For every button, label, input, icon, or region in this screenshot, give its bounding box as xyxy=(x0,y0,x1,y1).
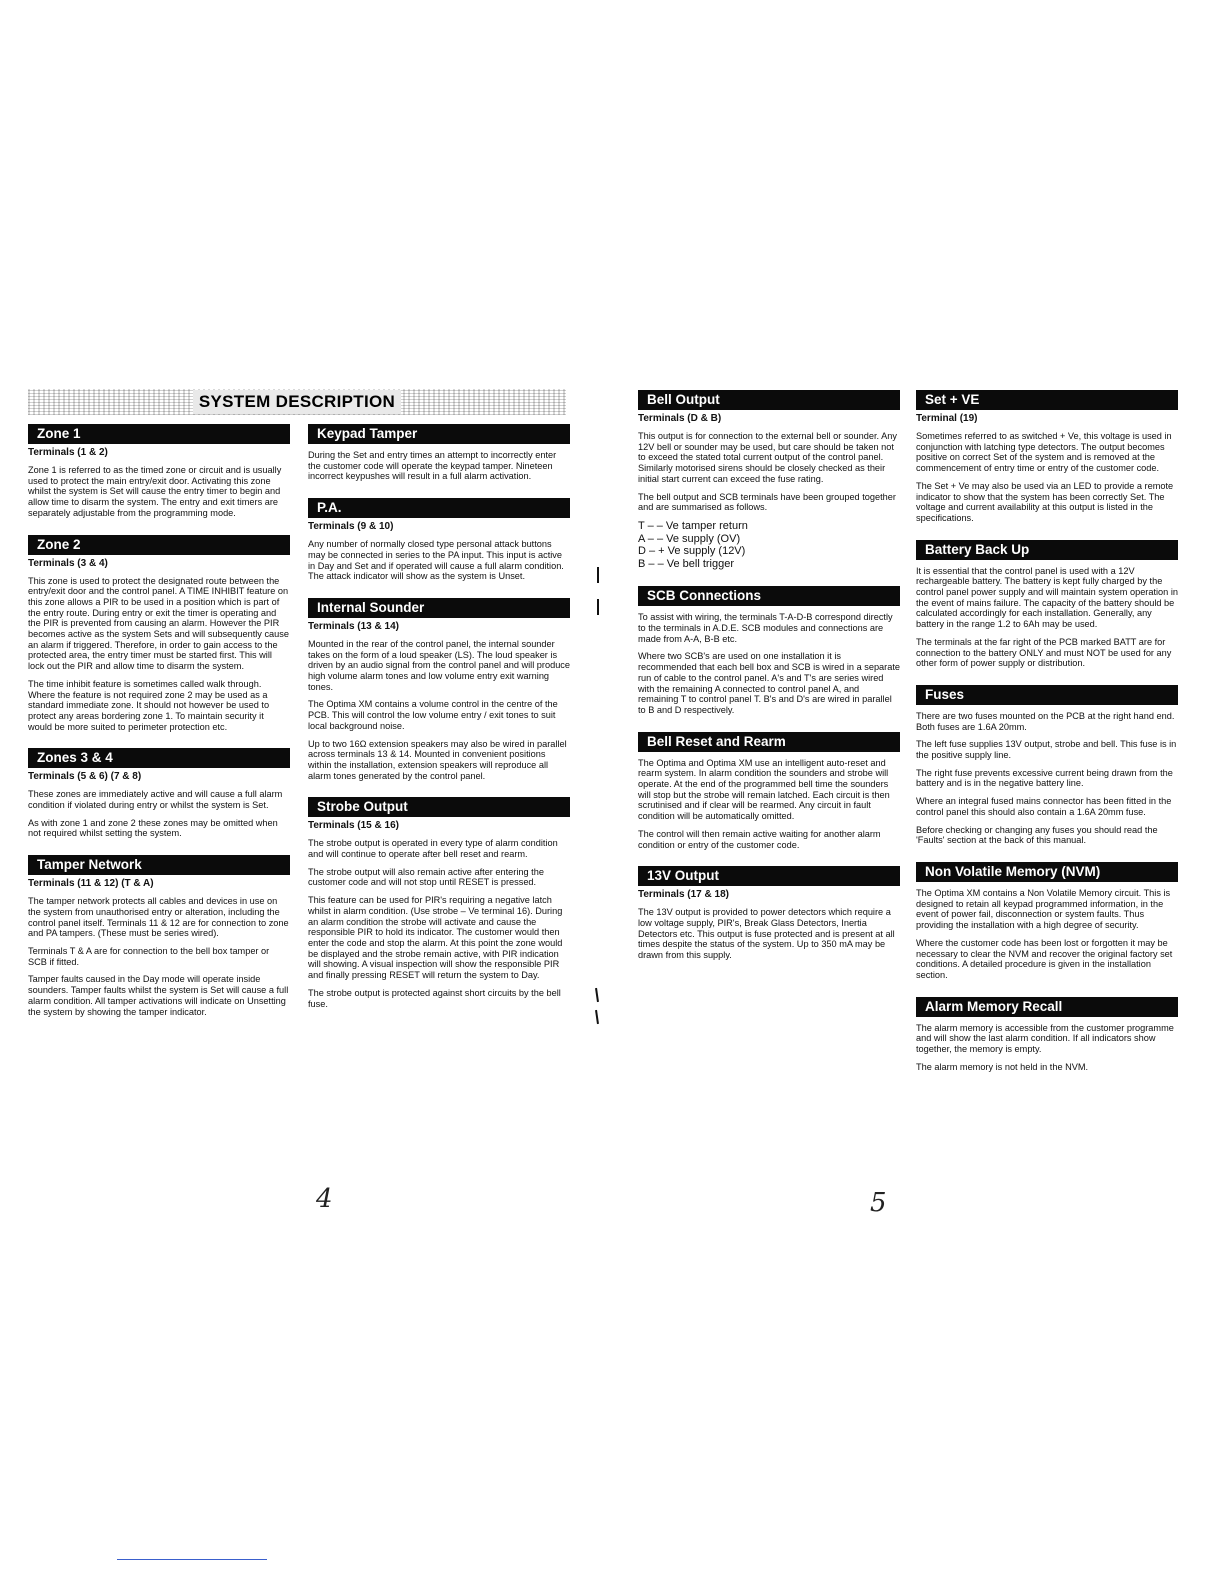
pin-item: A – – Ve supply (OV) xyxy=(638,532,741,545)
paragraph: Where an integral fused mains connector has been fitted in the control panel this should also contain a 1.6A 20mm fuse. xyxy=(916,796,1172,817)
section-heading: Bell Output xyxy=(638,390,900,410)
paragraph: The bell output and SCB terminals have been grouped together and are summarised as follows. xyxy=(638,491,896,513)
paragraph: Before checking or changing any fuses you should read the 'Faults' section at the back of this manual. xyxy=(916,824,1158,846)
terminals-label: Terminals (17 & 18) xyxy=(638,889,729,901)
paragraph: To assist with wiring, the terminals T-A-D-B correspond directly to the terminals in A.D.E. SCB modules and connections are made from A-A, B-B etc. xyxy=(638,612,893,644)
paragraph: The terminals at the far right of the PCB marked BATT are for connection to the battery ONLY and must NOT be used for any other form of power supply or distribution. xyxy=(916,636,1172,669)
section-13v-output xyxy=(638,866,900,961)
paragraph: The left fuse supplies 13V output, strobe and bell. This fuse is in the positive supply line. xyxy=(916,739,1177,761)
section-set-ve xyxy=(916,390,1178,524)
paragraph: Where two SCB's are used on one installation it is recommended that each bell box and SCB is wired in a separate run of cable to the control panel. A's and T's are series wired with the remaining A connected to control panel A, and remaining T to control panel T. B's and D's are wired in parallel to B and D respectively. xyxy=(638,651,900,715)
section-internal-sounder xyxy=(308,598,570,781)
column-4 xyxy=(916,390,1178,1088)
section-bell-reset-and-rearm xyxy=(638,732,900,851)
section-heading: Strobe Output xyxy=(308,797,570,817)
section-zone-1 xyxy=(28,424,290,519)
terminals-label: Terminals (13 & 14) xyxy=(308,620,399,632)
paragraph: This feature can be used for PIR's requiring a negative latch whilst in alarm condition. (Use strobe – Ve terminal 16). During an alarm condition the strobe will activate and cause the responsible PIR to hold its indicator. The customer would then enter the code and stop the alarm. At this point the zone would be displayed and the strobe remain active, with PIR indication will showing. A visual inspection will show the responsible PIR and finally pressing RESET will return the system to Day. xyxy=(308,895,563,981)
page-title: SYSTEM DESCRIPTION xyxy=(193,390,401,414)
paragraph: Tamper faults caused in the Day mode will operate inside sounders. Tamper faults whilst the system is Set will cause a full alarm condition. All tamper activations will indicate on Unsetting the system by showing the tamper indicator. xyxy=(28,974,289,1017)
paragraph: The Optima and Optima XM use an intelligent auto-reset and rearm system. In alarm condition the sounders and strobe will operate. At the end of the programmed bell time the sounders will stop but the strobe will remain latched. Each circuit is then scrutinised and if clear will be rearmed. Any circuit in fault condition will be automatically omitted. xyxy=(638,757,890,822)
section-scb-connections xyxy=(638,586,900,715)
section-heading: Set + VE xyxy=(916,390,1178,410)
binding-mark xyxy=(595,1010,599,1024)
terminals-label: Terminals (11 & 12) (T & A) xyxy=(28,878,154,890)
section-battery-back-up xyxy=(916,540,1178,669)
column-1 xyxy=(28,424,290,1033)
section-heading: Battery Back Up xyxy=(916,540,1178,560)
paragraph: These zones are immediately active and will cause a full alarm condition if violated during entry or whilst the system is Set. xyxy=(28,789,283,811)
section-alarm-memory-recall xyxy=(916,997,1178,1073)
terminal-pin-list xyxy=(638,520,900,570)
page-number-left: 4 xyxy=(316,1184,333,1214)
paragraph: There are two fuses mounted on the PCB at the right hand end. Both fuses are 1.6A 20mm. xyxy=(916,710,1175,732)
section-heading: Internal Sounder xyxy=(308,598,570,618)
paragraph: The strobe output will also remain active after entering the customer code and will not stop until RESET is pressed. xyxy=(308,866,544,888)
terminals-label: Terminals (3 & 4) xyxy=(28,557,108,569)
section-heading: Fuses xyxy=(916,685,1178,705)
paragraph: This zone is used to protect the designated route between the entry/exit door and the control panel. A TIME INHIBIT feature on this zone allows a PIR to be used in a position which is part of the entry route. During entry or exit the timer is operating and the PIR is prevented from causing an alarm. However the PIR becomes active as the system Sets and will subsequently cause an alarm if triggered. Therefore, in order to gain access to the protected area, the entry timer must be started first. This will lock out the PIR and allow time to disarm the system. xyxy=(28,575,289,672)
paragraph: The right fuse prevents excessive current being drawn from the battery and is in the negative battery line. xyxy=(916,767,1173,789)
system-description-banner xyxy=(28,389,566,415)
paragraph: The strobe output is operated in every type of alarm condition and will continue to operate after bell reset and rearm. xyxy=(308,838,558,860)
section-p-a xyxy=(308,498,570,582)
section-non-volatile-memory-nvm xyxy=(916,862,1178,981)
paragraph: The alarm memory is accessible from the customer programme and will show the last alarm condition. If all indicators show together, the memory is empty. xyxy=(916,1022,1174,1055)
paragraph: The control will then remain active waiting for another alarm condition or entry of the customer code. xyxy=(638,828,881,850)
paragraph: Any number of normally closed type personal attack buttons may be connected in series to the PA input. This input is active in Day and Set and if operated will cause a full alarm condition. The attack indicator will show as the system is Unset. xyxy=(308,539,564,582)
section-heading: Bell Reset and Rearm xyxy=(638,732,900,752)
section-keypad-tamper xyxy=(308,424,570,482)
pin-item: B – – Ve bell trigger xyxy=(638,557,735,570)
paragraph: It is essential that the control panel is used with a 12V rechargeable battery. The battery is kept fully charged by the control panel power supply and will maintain system operation in the event of mains failure. The capacity of the battery should be calculated accordingly for each installation. Generally, any battery in the range 1.2 to 6Ah may be used. xyxy=(916,565,1178,630)
paragraph: The Optima XM contains a Non Volatile Memory circuit. This is designed to retain all keypad programmed information, in the event of power fail, disconnection or system faults. Thus providing the installation with a high degree of security. xyxy=(916,887,1171,931)
section-bell-output xyxy=(638,390,900,570)
paragraph: Terminals T & A are for connection to the bell box tamper or SCB if fitted. xyxy=(28,945,270,967)
paragraph: The alarm memory is not held in the NVM. xyxy=(916,1061,1089,1072)
paragraph: Mounted in the rear of the control panel, the internal sounder takes on the form of a loud speaker (LS). The loud speaker is driven by an audio signal from the control panel and will produce high volume alarm tones and low volume entry exit warning tones. xyxy=(308,638,571,692)
paragraph: The 13V output is provided to power detectors which require a low voltage supply, PIR's, Break Glass Detectors, Inertia Detectors etc. This output is fuse protected and is present at all times despite the status of the system. Up to 350 mA may be drawn from this supply. xyxy=(638,907,895,961)
paragraph: The Set + Ve may also be used via an LED to provide a remote indicator to show that the system has been correctly Set. The voltage and current availability at this output is listed in the specifications. xyxy=(916,480,1174,523)
paragraph: The Optima XM contains a volume control in the centre of the PCB. This will control the low volume entry / exit tones to suit local background noise. xyxy=(308,699,558,731)
binding-mark xyxy=(597,599,599,615)
paragraph: During the Set and entry times an attempt to incorrectly enter the customer code will operate the keypad tamper. Nineteen incorrect keypushes will result in a full alarm activation. xyxy=(308,450,557,482)
section-heading: Zone 1 xyxy=(28,424,290,444)
paragraph: The tamper network protects all cables and devices in use on the system from unauthorised entry or alteration, including the control panel itself. Terminals 11 & 12 are for connection to zone and PA tampers. (These must be series wired). xyxy=(28,896,289,939)
section-heading: Zone 2 xyxy=(28,535,290,555)
terminals-label: Terminals (15 & 16) xyxy=(308,820,399,832)
section-fuses xyxy=(916,685,1178,846)
section-heading: Non Volatile Memory (NVM) xyxy=(916,862,1178,882)
footer-rule xyxy=(117,1559,267,1560)
paragraph: Where the customer code has been lost or forgotten it may be necessary to clear the NVM and recover the original factory set conditions. A detailed procedure is given in the installation section. xyxy=(916,937,1173,980)
section-strobe-output xyxy=(308,797,570,1009)
section-heading: P.A. xyxy=(308,498,570,518)
paragraph: This output is for connection to the external bell or sounder. Any 12V bell or sounder may be used, but care should be taken not to exceed the stated total current output of the control panel. Similarly motorised sirens should be closely checked as their initial start current can exceed the fuse rating. xyxy=(638,431,897,484)
pin-item: T – – Ve tamper return xyxy=(638,519,748,532)
paragraph: Up to two 16Ω extension speakers may also be wired in parallel across terminals 13 & 14. Mounted in convenient positions within the installation, extension speakers will reproduce all alarm tones generated by the control panel. xyxy=(308,738,567,781)
terminals-label: Terminals (1 & 2) xyxy=(28,447,108,458)
binding-mark xyxy=(595,988,599,1002)
section-heading: Zones 3 & 4 xyxy=(28,748,290,768)
pin-item: D – + Ve supply (12V) xyxy=(638,545,746,558)
section-tamper-network xyxy=(28,855,290,1017)
terminals-label: Terminal (19) xyxy=(916,413,978,424)
terminals-label: Terminals (D & B) xyxy=(638,413,722,424)
section-heading: SCB Connections xyxy=(638,586,900,606)
section-heading: Tamper Network xyxy=(28,855,290,875)
section-zone-2 xyxy=(28,535,290,733)
paragraph: The strobe output is protected against short circuits by the bell fuse. xyxy=(308,987,561,1009)
section-heading: 13V Output xyxy=(638,866,900,886)
section-heading: Keypad Tamper xyxy=(308,424,570,444)
paragraph: Zone 1 is referred to as the timed zone or circuit and is usually used to protect the main entry/exit door. Activating this zone whilst the system is Set will cause the entry timer to begin and allow time to disarm the system. The entry and exit timers are separately adjustable from the programming mode. xyxy=(28,465,282,518)
section-heading: Alarm Memory Recall xyxy=(916,997,1178,1017)
paragraph: As with zone 1 and zone 2 these zones may be omitted when not required whilst setting the system. xyxy=(28,817,278,839)
paragraph: Sometimes referred to as switched + Ve, this voltage is used in conjunction with latching type detectors. The output becomes positive on correct Set of the system and is removed at the commencement of entry time or entry of the customer code. xyxy=(916,431,1172,474)
paragraph: The time inhibit feature is sometimes called walk through. Where the feature is not required zone 2 may be used as a standard immediate zone. It should not however be used to protect any areas bordering zone 1. To maintain security it would be more suited to perimeter protection etc. xyxy=(28,678,270,732)
section-zones-3-4 xyxy=(28,748,290,839)
column-3 xyxy=(638,390,900,977)
page-number-right: 5 xyxy=(870,1188,887,1218)
terminals-label: Terminals (9 & 10) xyxy=(308,521,394,533)
column-2 xyxy=(308,424,570,1025)
terminals-label: Terminals (5 & 6) (7 & 8) xyxy=(28,771,142,783)
binding-mark xyxy=(597,567,599,583)
